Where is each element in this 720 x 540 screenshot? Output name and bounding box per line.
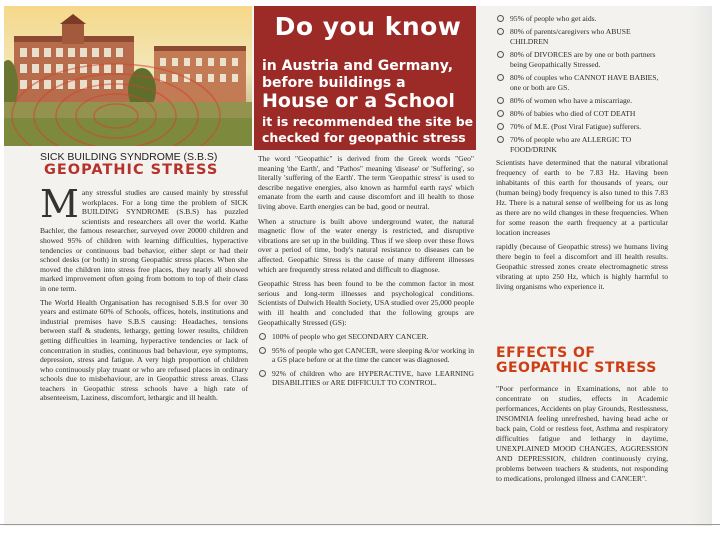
left-paragraph-1-text: any stressful studies are caused mainly by stressful workplaces. For a long time the problem of SICK BUILDING SYNDROME (S.B.S) has puzzled scientists and researchers all over the world. Kathe Bachler, the famous researcher, surveyed over 20000 children and showed 95% of children with learning difficulties, hyperactive tendencies or continuous bad behavior, either slept or had their school desks (or both) in strong Geopathic stress places. When she moved the children into stress free places, they nearly all showed marked improvement often going from bottom to top of their class in one term. xyxy=(40,188,248,293)
list-item: 92% of children who are HYPERACTIVE, have LEARNING DISABILITIES or ARE DIFFICULT TO CONTROL. xyxy=(258,369,474,388)
list-item: 80% of parents/caregivers who ABUSE CHILDREN xyxy=(496,27,668,47)
list-item: 80% of babies who died of COT DEATH xyxy=(496,109,668,119)
bullet-icon xyxy=(497,123,504,130)
middle-paragraph-1: The word "Geopathic" is derived from the Greek words "Geo" meaning 'the Earth', and "Pathos" meaning 'disease' or 'Suffering', so literally 'suffering of the Earth'. The term 'Geopathic stress' is used to describe negative energies, also known as harmful earth rays' which emanate from the earth and cause discomfort and ill health to those living above. Earth energies can be bad, good or neutral. xyxy=(258,154,474,211)
drop-cap: M xyxy=(40,182,79,226)
list-item: 80% of women who have a miscarriage. xyxy=(496,96,668,106)
list-item: 100% of people who get SECONDARY CANCER. xyxy=(258,332,474,342)
sbs-label: SICK BUILDING SYNDROME (S.B.S) xyxy=(40,151,218,163)
frequency-paragraph-1: Scientists have determined that the natural vibrational frequency of earth to be 7.83 Hz. Having been inhabitants of this earth for thousands of years, our (human being) body frequency is also tuned to this 7.83 Hz. There is a natural sense of wellbeing for us as long as there are no wild changes in these frequencies. When for some reason the earth frequency at a particular location increases xyxy=(496,158,668,237)
right-column xyxy=(496,14,668,296)
list-item: 70% of people who are ALLERGIC TO FOOD/DRINK xyxy=(496,135,668,155)
middle-column-text xyxy=(258,154,474,392)
bullet-icon xyxy=(259,347,266,354)
school-building-photo xyxy=(4,6,252,146)
list-item: 80% of DIVORCES are by one or both partners being Geopathically Stressed. xyxy=(496,50,668,70)
left-paragraph-1 xyxy=(40,182,248,294)
banner-site-check: it is recommended the site be checked for geopathic stress xyxy=(262,114,474,145)
effects-text: "Poor performance in Examinations, not able to concentrate on studies, effects in Academic performances, Accidents on play Grounds, Restlessness, INSOMNIA feeling unrefreshed, having head ache or back pain, Cold or restless feet, Asthma and respiratory difficulties fatigue and lethargy in daytime, UNEXPLAINED MOOD CHANGES, AGGRESSION AND DEPRESSION, children continuously crying, problems between teachers & students, not responding to medications, prolonged illness and CANCER". xyxy=(496,384,668,483)
bullet-icon xyxy=(497,110,504,117)
geopathic-stress-title: GEOPATHIC STRESS xyxy=(44,162,219,178)
middle-paragraph-2: When a structure is built above underground water, the natural magnetic flow of the water energy is restricted, and disruptive vibrations are set up in the building. Thus if we sleep over these flows over a period of time, body's natural resistance to diseases can be affected. Geopathic Stress is the cause of many different illnesses which are frequently stress related and difficult to diagnose. xyxy=(258,216,474,274)
list-item: 80% of couples who CANNOT HAVE BABIES, one or both are GS. xyxy=(496,73,668,93)
building-illustration xyxy=(4,6,252,146)
banner-line-austria-germany: in Austria and Germany, before buildings a xyxy=(262,58,454,91)
bottom-divider xyxy=(0,524,720,525)
statistics-bullet-list xyxy=(496,14,668,155)
page-edge-shade xyxy=(690,6,712,526)
banner-house-or-school: House or a School xyxy=(262,90,455,112)
bullet-icon xyxy=(497,15,504,22)
middle-bullet-list xyxy=(258,332,474,388)
bullet-icon xyxy=(259,333,266,340)
bullet-icon xyxy=(497,136,504,143)
list-item: 95% of people who get aids. xyxy=(496,14,668,24)
bullet-icon xyxy=(259,370,266,377)
left-paragraph-2: The World Health Organisation has recognised S.B.S for over 30 years and estimate 60% of Schools, offices, hotels, institutions and industrial premises have S.B.S causing: Headaches, tensions between staff & students, lethargy, getting lower results, children getting difficulties in learning, hyperactive tendencies or lack of concentration in studies, continuous bad behaviour, eye symptoms, depression, stress and fatigue. A very high proportion of children who continuously play truant or who are refused places in ordinary schools due to misbehaviour, are in Geopathic stress areas. Class teachers in Geopathic stress schools have a high rate of absenteeism, Laziness, discomfort, lethargic and ill health. xyxy=(40,297,248,403)
bullet-icon xyxy=(497,97,504,104)
bullet-icon xyxy=(497,28,504,35)
middle-paragraph-3: Geopathic Stress has been found to be the common factor in most serious and long-term illnesses and psychological conditions. Scientists of Dulwich Health Society, USA studied over 25,000 people with ill health and concluded that the following groups are Geopathically Stressed (GS): xyxy=(258,279,474,327)
do-you-know-banner xyxy=(254,6,476,150)
list-item: 70% of M.E. (Post Viral Fatigue) sufferers. xyxy=(496,122,668,132)
effects-title: EFFECTS OF GEOPATHIC STRESS xyxy=(496,345,657,376)
bullet-icon xyxy=(497,74,504,81)
left-column-text xyxy=(40,182,248,407)
frequency-paragraph-2: rapidly (because of Geopathic stress) we humans living there begin to feel a discomfort and ill health results. Geopathic stressed zones create electromagnetic stress vibrating at upto 250 Hz, which is highly harmful to living organisms who experience it. xyxy=(496,242,668,291)
list-item: 95% of people who get CANCER, were sleeping &/or working in a GS place before or at the time the cancer was diagnosed. xyxy=(258,346,474,365)
bullet-icon xyxy=(497,51,504,58)
banner-headline: Do you know xyxy=(274,12,462,41)
frequency-text xyxy=(496,158,668,292)
